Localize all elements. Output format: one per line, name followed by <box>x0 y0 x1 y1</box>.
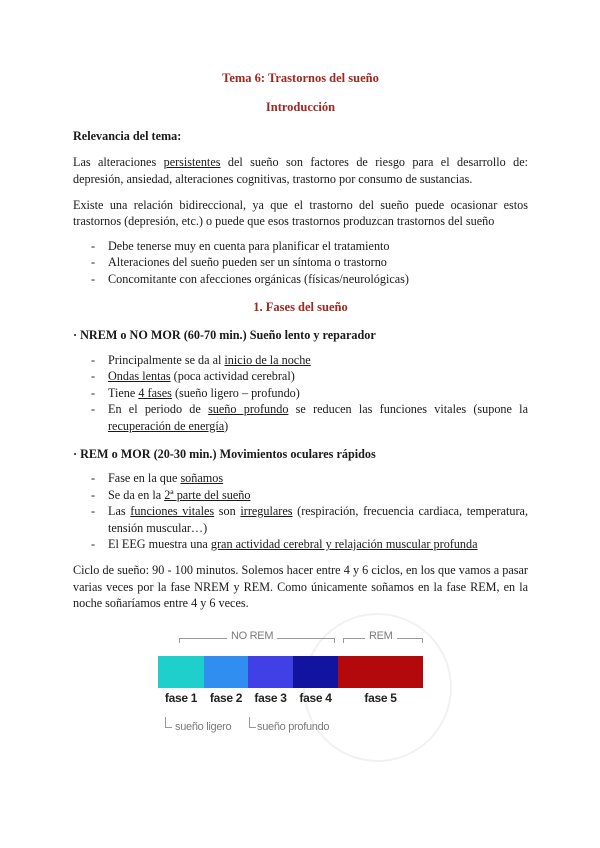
phase-bar-2 <box>204 656 248 688</box>
relevancia-heading: Relevancia del tema: <box>73 128 182 143</box>
phase-bar-1 <box>158 656 204 688</box>
list-item: - Ondas lentas (poca actividad cerebral) <box>73 368 528 384</box>
list-item: - Las funciones vitales son irregulares (respiración, frecuencia cardiaca, temperatura, tensión muscular…) <box>73 503 528 536</box>
phase-label-4: fase 4 <box>299 691 332 705</box>
light-sleep-label: sueño ligero <box>175 721 232 733</box>
document-title: Tema 6: Trastornos del sueño <box>222 71 379 85</box>
phase-label-5: fase 5 <box>364 691 397 705</box>
nrem-bracket <box>179 630 335 643</box>
list-item: - En el periodo de sueño profundo se reducen las funciones vitales (supone la recuperación de energía) <box>73 401 528 434</box>
list-item: - Alteraciones del sueño pueden ser un síntoma o trastorno <box>73 254 528 270</box>
phase-label-2: fase 2 <box>209 691 243 705</box>
nrem-heading: · NREM o NO MOR (60-70 min.) Sueño lento y reparador <box>73 328 376 343</box>
deep-sleep-corner <box>249 717 256 728</box>
relevancia-list <box>73 238 528 287</box>
sleep-phases-diagram <box>153 625 453 750</box>
list-item: - Se da en la 2ª parte del sueño <box>73 487 528 503</box>
section-title-fases: 1. Fases del sueño <box>253 300 348 315</box>
nrem-list <box>73 352 528 434</box>
rem-label: REM <box>365 630 397 642</box>
intro-heading: Introducción <box>265 100 336 115</box>
list-item: - Debe tenerse muy en cuenta para planificar el tratamiento <box>73 238 528 254</box>
light-sleep-corner <box>165 717 172 728</box>
list-item: - Fase en la que soñamos <box>73 470 528 486</box>
phase-bar-5 <box>338 656 423 688</box>
list-item: - Principalmente se da al inicio de la noche <box>73 352 528 368</box>
rem-bracket <box>343 630 423 643</box>
list-item: - El EEG muestra una gran actividad cerebral y relajación muscular profunda <box>73 536 528 552</box>
rem-list <box>73 470 528 552</box>
phase-bar-4 <box>293 656 338 688</box>
paragraph-alteraciones: Las alteraciones persistentes del sueño son factores de riesgo para el desarrollo de: depresión, ansiedad, alteraciones cognitivas, trastorno por consumo de sustancias. <box>73 155 529 186</box>
phase-label-1: fase 1 <box>164 691 198 705</box>
rem-heading: · REM o MOR (20-30 min.) Movimientos oculares rápidos <box>73 446 376 461</box>
paragraph-ciclo: Ciclo de sueño: 90 - 100 minutos. Solemos hacer entre 4 y 6 ciclos, en los que vamos a pasar varias veces por la fase NREM y REM. Como únicamente soñamos en la fase REM, en la noche soñaríamos entre 4 y 6 veces. <box>73 563 528 611</box>
phase-label-3: fase 3 <box>254 691 287 705</box>
deep-sleep-label: sueño profundo <box>257 721 330 733</box>
phase-bar-3 <box>248 656 293 688</box>
list-item: - Tiene 4 fases (sueño ligero – profundo) <box>73 385 528 401</box>
document-page <box>73 70 528 612</box>
paragraph-bidireccional: Existe una relación bidireccional, ya que el trastorno del sueño puede ocasionar estos trastornos (depresión, etc.) o puede que esos trastornos produzcan trastornos del sueño <box>73 198 528 229</box>
nrem-label: NO REM <box>227 630 277 642</box>
list-item: - Concomitante con afecciones orgánicas (físicas/neurológicas) <box>73 271 528 287</box>
